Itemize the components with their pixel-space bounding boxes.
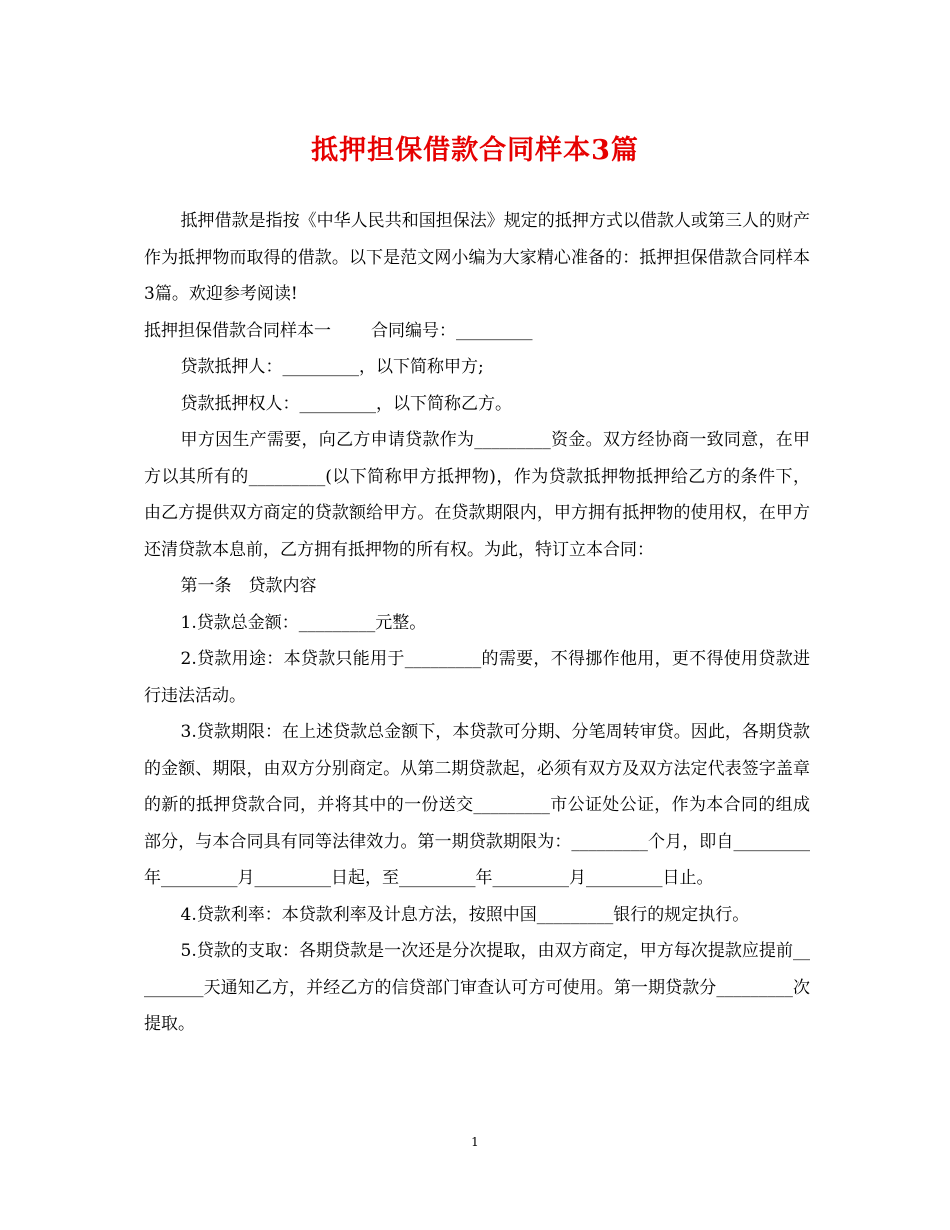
clause-item-2: 2.贷款用途：本贷款只能用于_________的需要，不得挪作他用，更不得使用贷款进行违法活动。 (144, 649, 810, 706)
document-body (144, 203, 810, 1043)
mortgagor-line: 贷款抵押人：_________，以下简称甲方; (180, 357, 484, 377)
intro-paragraph: 抵押借款是指按《中华人民共和国担保法》规定的抵押方式以借款人或第三人的财产作为抵押物而取得的借款。以下是范文网小编为大家精心准备的：抵押担保借款合同样本3篇。欢迎参考阅读! (144, 211, 810, 304)
clause-item-1: 1.贷款总金额：_________元整。 (180, 612, 427, 633)
sample-heading-line (144, 313, 810, 350)
mortgagee-line: 贷款抵押权人：_________，以下简称乙方。 (180, 393, 513, 414)
clause-item-5: 5.贷款的支取：各期贷款是一次还是分次提取，由双方商定，甲方每次提款应提前_________天通知乙方，并经乙方的信贷部门审查认可方可使用。第一期贷款分_________次提取。 (144, 941, 810, 1034)
preamble-paragraph: 甲方因生产需要，向乙方申请贷款作为_________资金。双方经协商一致同意，在甲方以其所有的_________(以下简称甲方抵押物)，作为贷款抵押物抵押给乙方的条件下，由乙方提供双方商定的贷款额给甲方。在贷款期限内，甲方拥有抵押物的使用权，在甲方还清贷款本息前，乙方拥有抵押物的所有权。为此，特订立本合同： (144, 430, 810, 560)
clause-item-4: 4.贷款利率：本贷款利率及计息方法，按照中国_________银行的规定执行。 (180, 904, 750, 925)
article1-heading: 第一条 贷款内容 (180, 576, 317, 596)
clause-item-3: 3.贷款期限：在上述贷款总金额下，本贷款可分期、分笔周转审贷。因此，各期贷款的金额、期限，由双方分别商定。从第二期贷款起，必须有双方及双方法定代表签字盖章的新的抵押贷款合同，并将其中的一份送交_________市公证处公证，作为本合同的组成部分，与本合同具有同等法律效力。第一期贷款期限为：_________个月，即自_________年_________月_________日起，至_________年_________月_________日止。 (144, 722, 810, 888)
document-title: 抵押担保借款合同样本3篇 (311, 135, 639, 166)
contract-number: 合同编号：_________ (371, 320, 533, 341)
page-number: 1 (471, 1135, 479, 1149)
sample-heading: 抵押担保借款合同样本一 (144, 320, 331, 341)
